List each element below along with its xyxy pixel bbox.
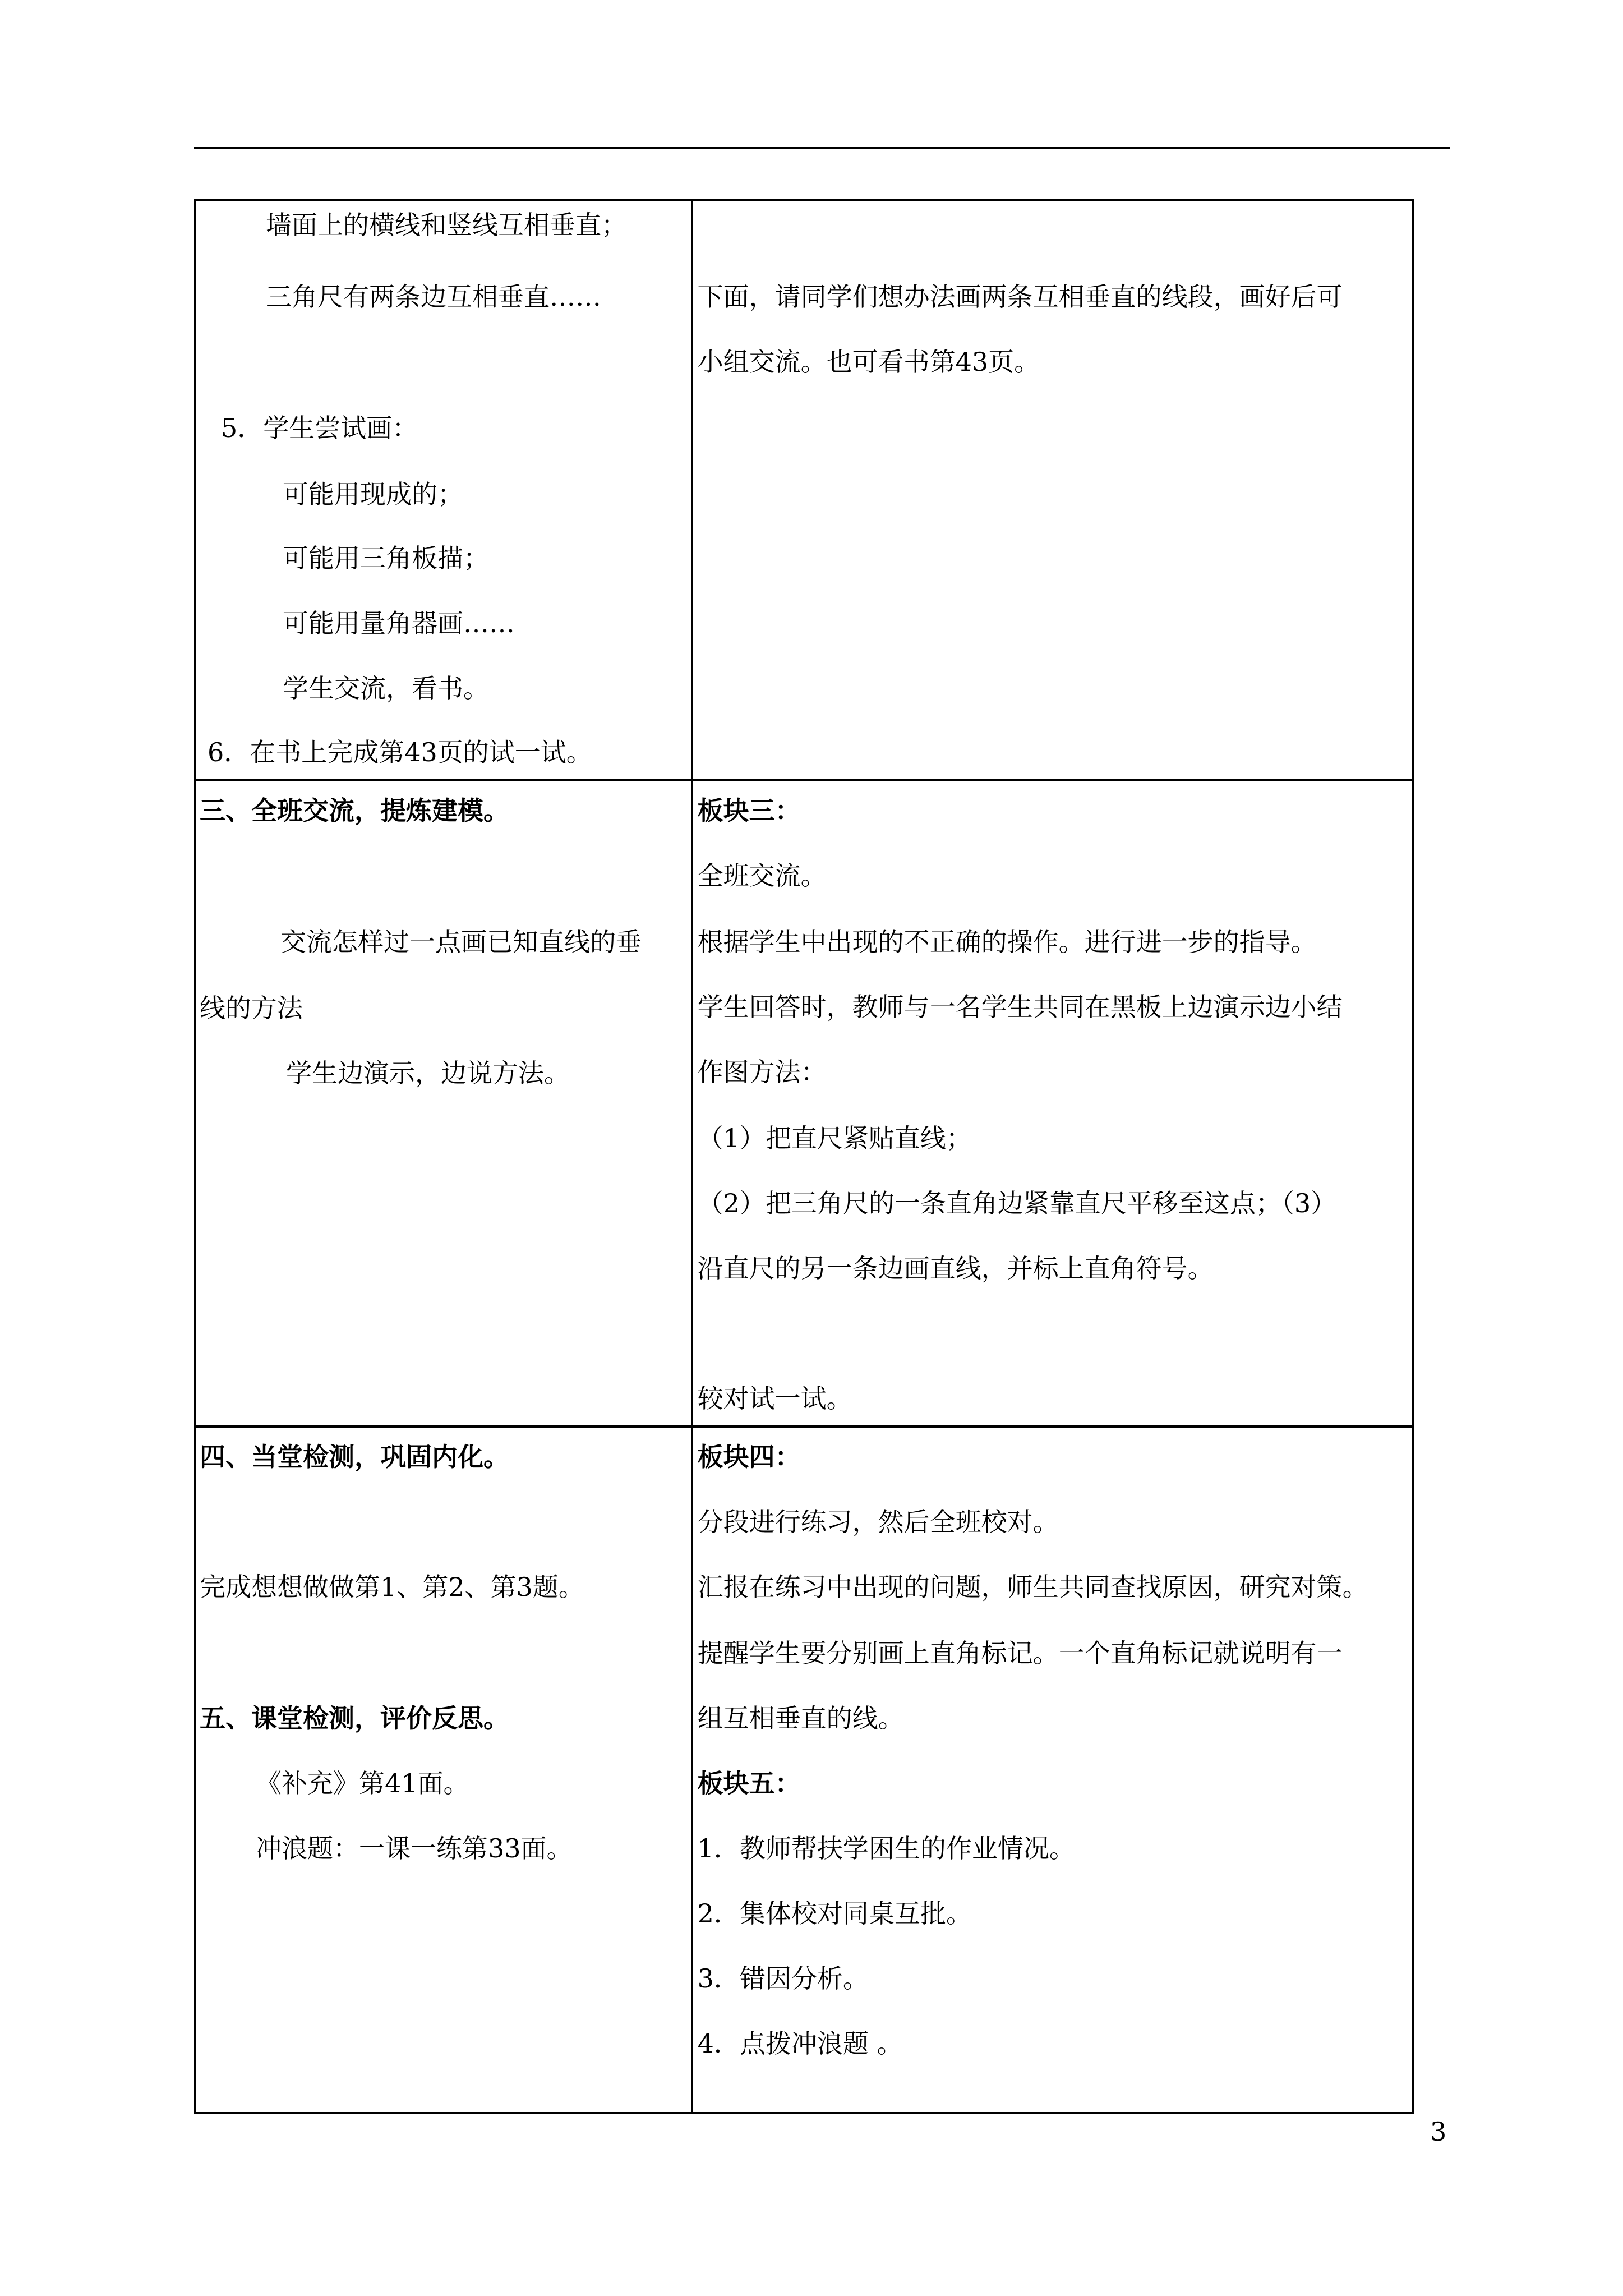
text-line: （2）把三角尺的一条直角边紧靠直尺平移至这点；（3）	[697, 1188, 1337, 1218]
section-heading: 三、全班交流，提炼建模。	[200, 795, 509, 826]
text-line: 《补充》第41面。	[256, 1768, 469, 1798]
text-line: 分段进行练习，然后全班校对。	[697, 1507, 1059, 1537]
table-row	[195, 1427, 1413, 2113]
text-line: 根据学生中出现的不正确的操作。进行进一步的指导。	[697, 927, 1317, 957]
section-heading: 板块四：	[697, 1442, 801, 1472]
table-row	[195, 780, 1413, 1427]
text-line: 交流怎样过一点画已知直线的垂	[280, 927, 642, 957]
text-line: 2．集体校对同桌互批。	[697, 1898, 972, 1929]
text-line: 汇报在练习中出现的问题，师生共同查找原因，研究对策。	[697, 1572, 1368, 1602]
text-line: 作图方法：	[697, 1057, 827, 1087]
page-number: 3	[1430, 2116, 1447, 2147]
text-line: 5．学生尝试画：	[221, 413, 418, 443]
table-row	[195, 200, 1413, 780]
section-heading: 板块五：	[697, 1768, 801, 1798]
text-line: 学生边演示，边说方法。	[286, 1058, 570, 1088]
table-cell-left	[195, 200, 692, 780]
text-line: 线的方法	[200, 993, 303, 1023]
text-line: 全班交流。	[697, 861, 827, 891]
text-line: 可能用三角板描；	[283, 543, 489, 573]
text-line: 组互相垂直的线。	[697, 1703, 904, 1733]
text-line: 6．在书上完成第43页的试一试。	[208, 737, 592, 767]
text-line: 沿直尺的另一条边画直线，并标上直角符号。	[697, 1253, 1214, 1283]
text-line: 墙面上的横线和竖线互相垂直；	[266, 210, 627, 240]
text-line: 4．点拨冲浪题 。	[697, 2028, 903, 2059]
text-line: 学生回答时，教师与一名学生共同在黑板上边演示边小结	[697, 992, 1343, 1022]
text-line: 3．错因分析。	[697, 1963, 869, 1994]
lesson-plan-table	[194, 199, 1414, 2114]
text-line: （1）把直尺紧贴直线；	[697, 1123, 972, 1153]
text-line: 三角尺有两条边互相垂直……	[266, 282, 601, 312]
text-line: 下面，请同学们想办法画两条互相垂直的线段，画好后可	[697, 282, 1343, 312]
table-cell-right	[692, 1427, 1413, 2113]
header-rule	[194, 147, 1450, 149]
table-cell-left	[195, 780, 692, 1427]
section-heading: 板块三：	[697, 795, 801, 826]
table-cell-right	[692, 780, 1413, 1427]
text-line: 学生交流，看书。	[283, 673, 489, 703]
text-line: 冲浪题：一课一练第33面。	[256, 1833, 573, 1864]
text-line: 可能用量角器画……	[283, 608, 515, 638]
text-line: 完成想想做做第1、第2、第3题。	[200, 1572, 584, 1602]
table-cell-right	[692, 200, 1413, 780]
text-line: 小组交流。也可看书第43页。	[697, 347, 1040, 377]
text-line: 较对试一试。	[697, 1383, 852, 1414]
table-cell-left	[195, 1427, 692, 2113]
text-line: 提醒学生要分别画上直角标记。一个直角标记就说明有一	[697, 1638, 1343, 1668]
text-line: 可能用现成的；	[283, 479, 463, 509]
section-heading: 五、课堂检测，评价反思。	[200, 1703, 509, 1733]
text-line: 1．教师帮扶学困生的作业情况。	[697, 1833, 1075, 1864]
section-heading: 四、当堂检测，巩固内化。	[200, 1442, 509, 1472]
